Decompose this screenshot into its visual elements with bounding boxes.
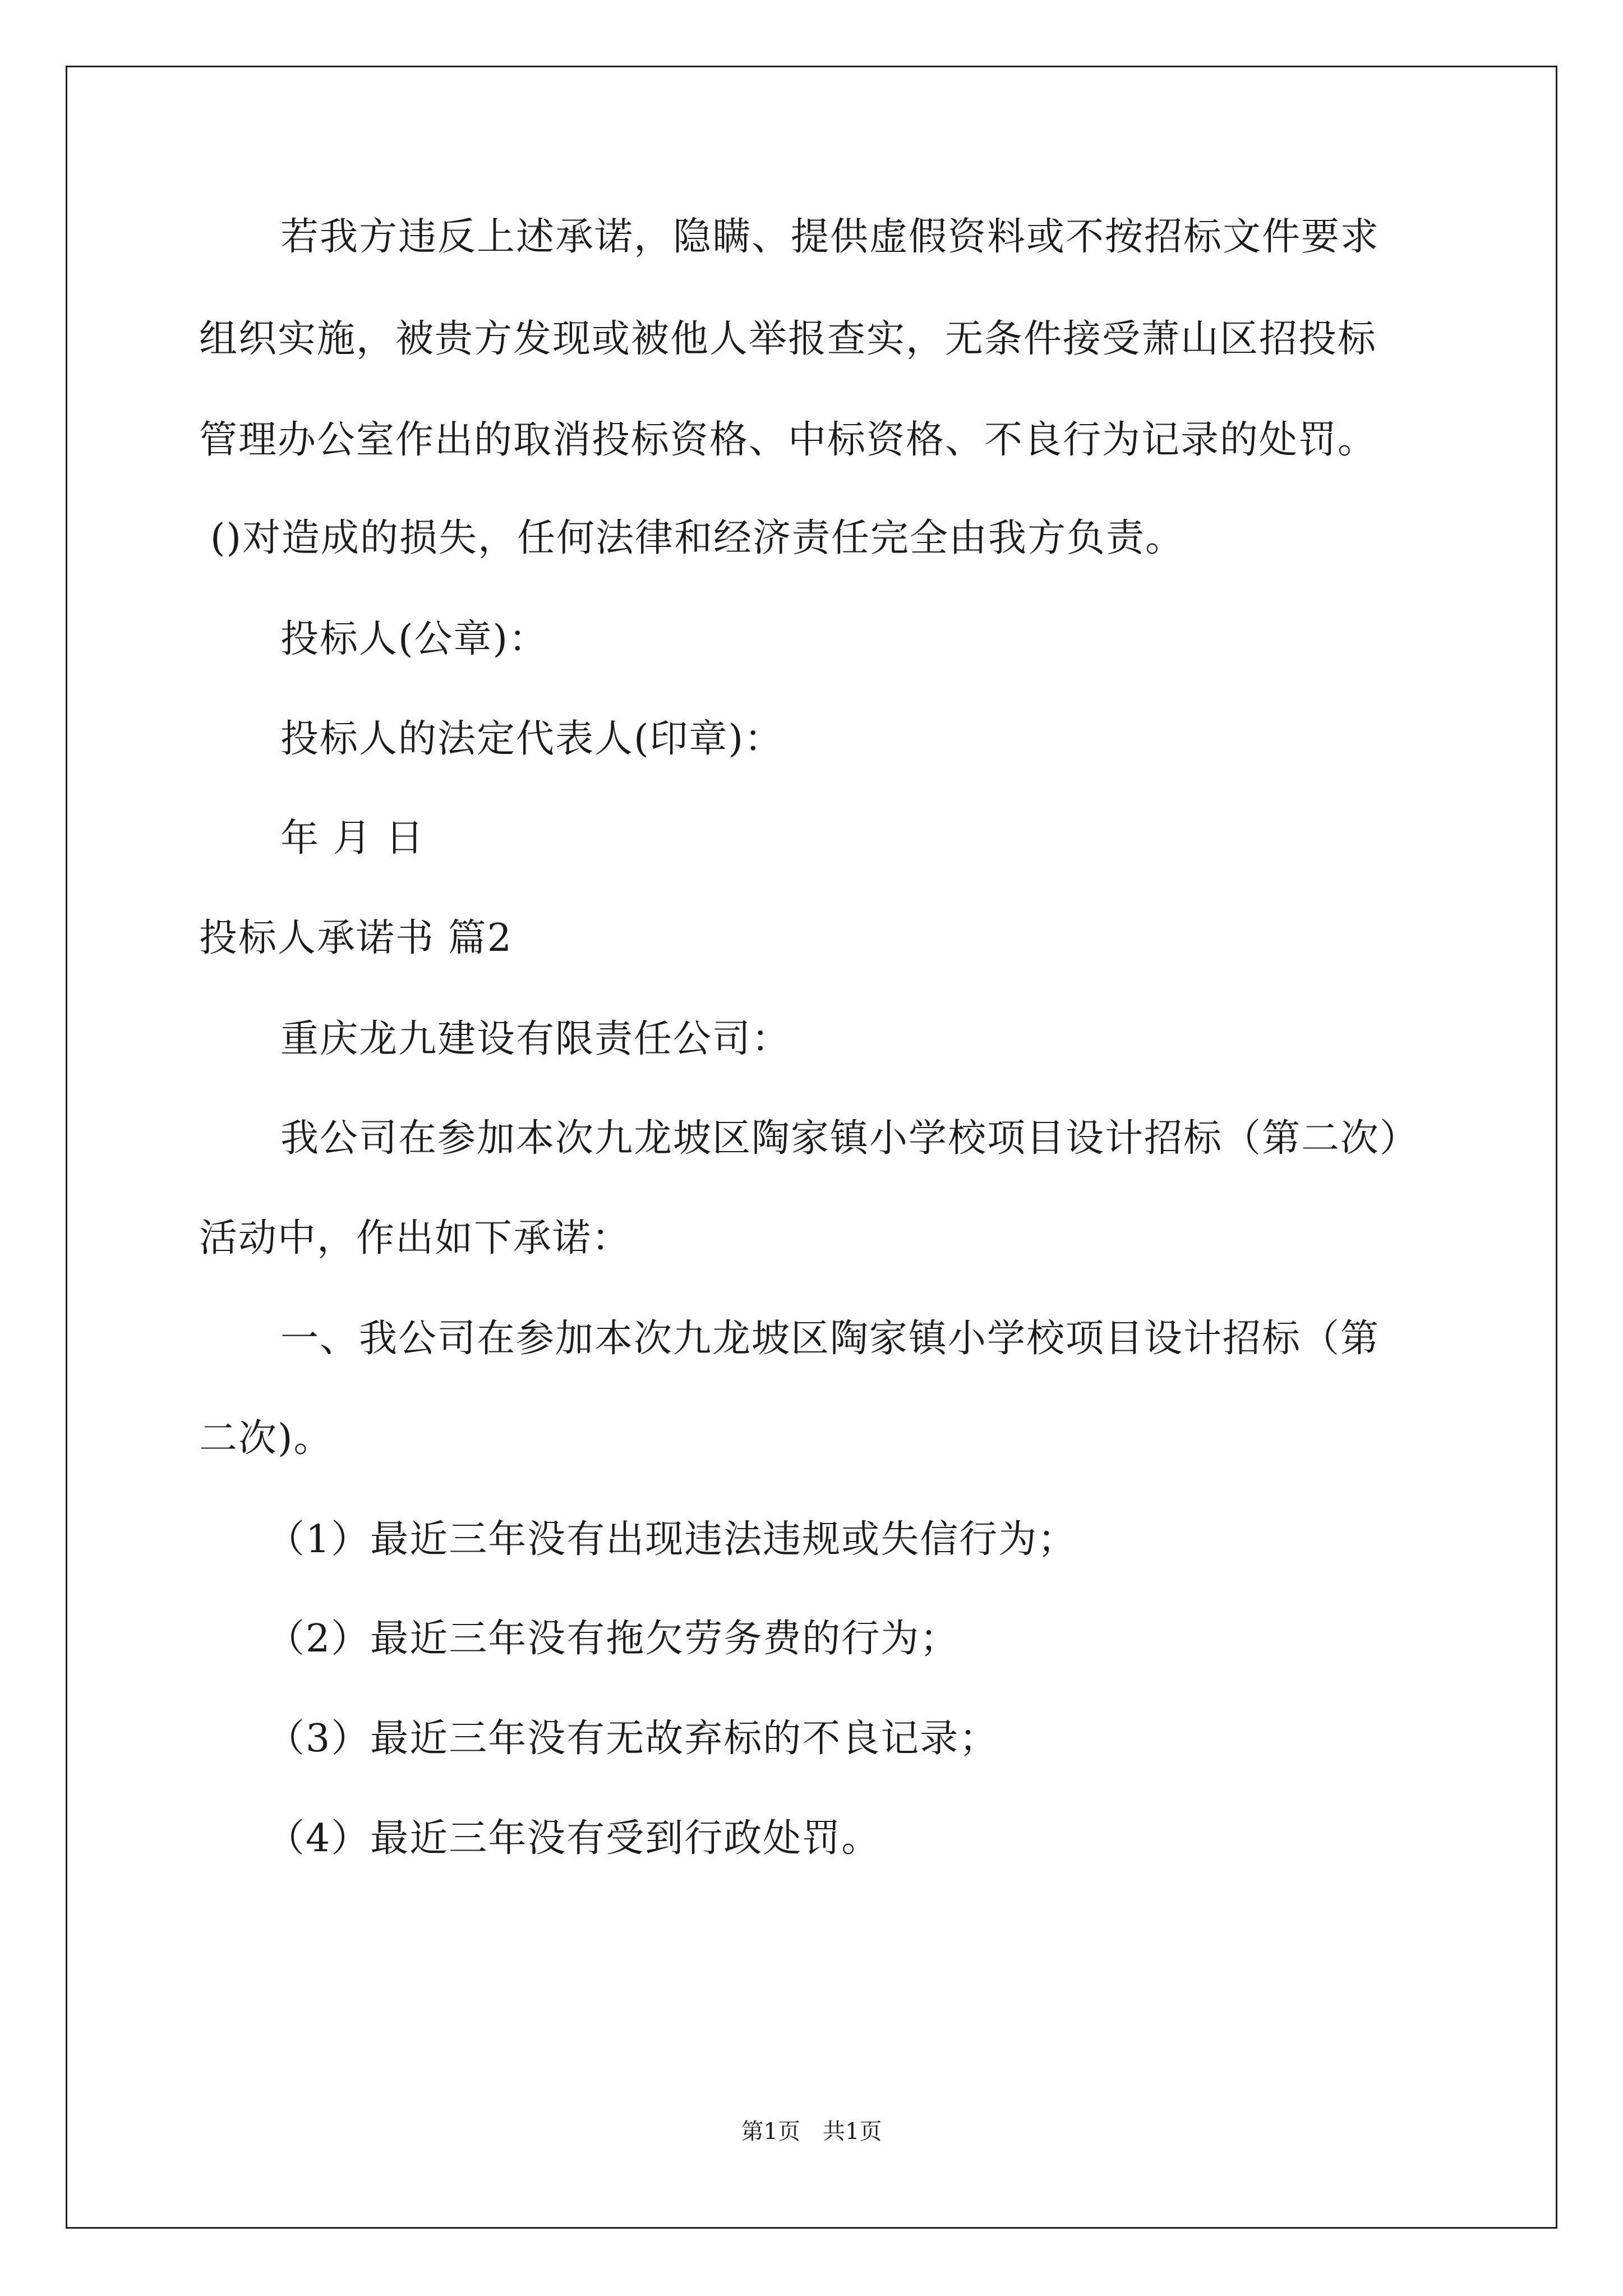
section-heading: 投标人承诺书 篇2	[199, 916, 513, 960]
item-one-line-2: 二次)。	[199, 1416, 333, 1461]
addressee: 重庆龙九建设有限责任公司：	[280, 1017, 791, 1061]
page-total: 共1页	[823, 2119, 882, 2145]
list-item-1: （1）最近三年没有出现违法违规或失信行为；	[266, 1517, 1077, 1562]
paragraph-commitment-line-3: 管理办公室作出的取消投标资格、中标资格、不良行为记录的处罚。	[199, 418, 1377, 462]
date-line: 年 月 日	[280, 816, 425, 861]
liability-statement: ()对造成的损失，任何法律和经济责任完全由我方负责。	[210, 516, 1185, 560]
page-current: 第1页	[741, 2119, 800, 2145]
list-item-3: （3）最近三年没有无故弃标的不良记录；	[266, 1717, 999, 1761]
intro-line-2: 活动中，作出如下承诺：	[199, 1216, 631, 1260]
item-one-line-1: 一、我公司在参加本次九龙坡区陶家镇小学校项目设计招标（第	[280, 1317, 1380, 1361]
list-item-2: （2）最近三年没有拖欠劳务费的行为；	[266, 1617, 960, 1661]
legal-representative-seal-label: 投标人的法定代表人(印章)：	[280, 717, 784, 761]
list-item-4: （4）最近三年没有受到行政处罚。	[266, 1816, 881, 1861]
paragraph-commitment-line-1: 若我方违反上述承诺，隐瞒、提供虚假资料或不按招标文件要求	[280, 215, 1380, 259]
paragraph-commitment-line-2: 组织实施，被贵方发现或被他人举报查实，无条件接受萧山区招投标	[199, 317, 1377, 361]
intro-line-1: 我公司在参加本次九龙坡区陶家镇小学校项目设计招标（第二次）	[280, 1116, 1419, 1161]
bidder-seal-label: 投标人(公章)：	[280, 617, 548, 661]
page-footer	[0, 2115, 1623, 2148]
